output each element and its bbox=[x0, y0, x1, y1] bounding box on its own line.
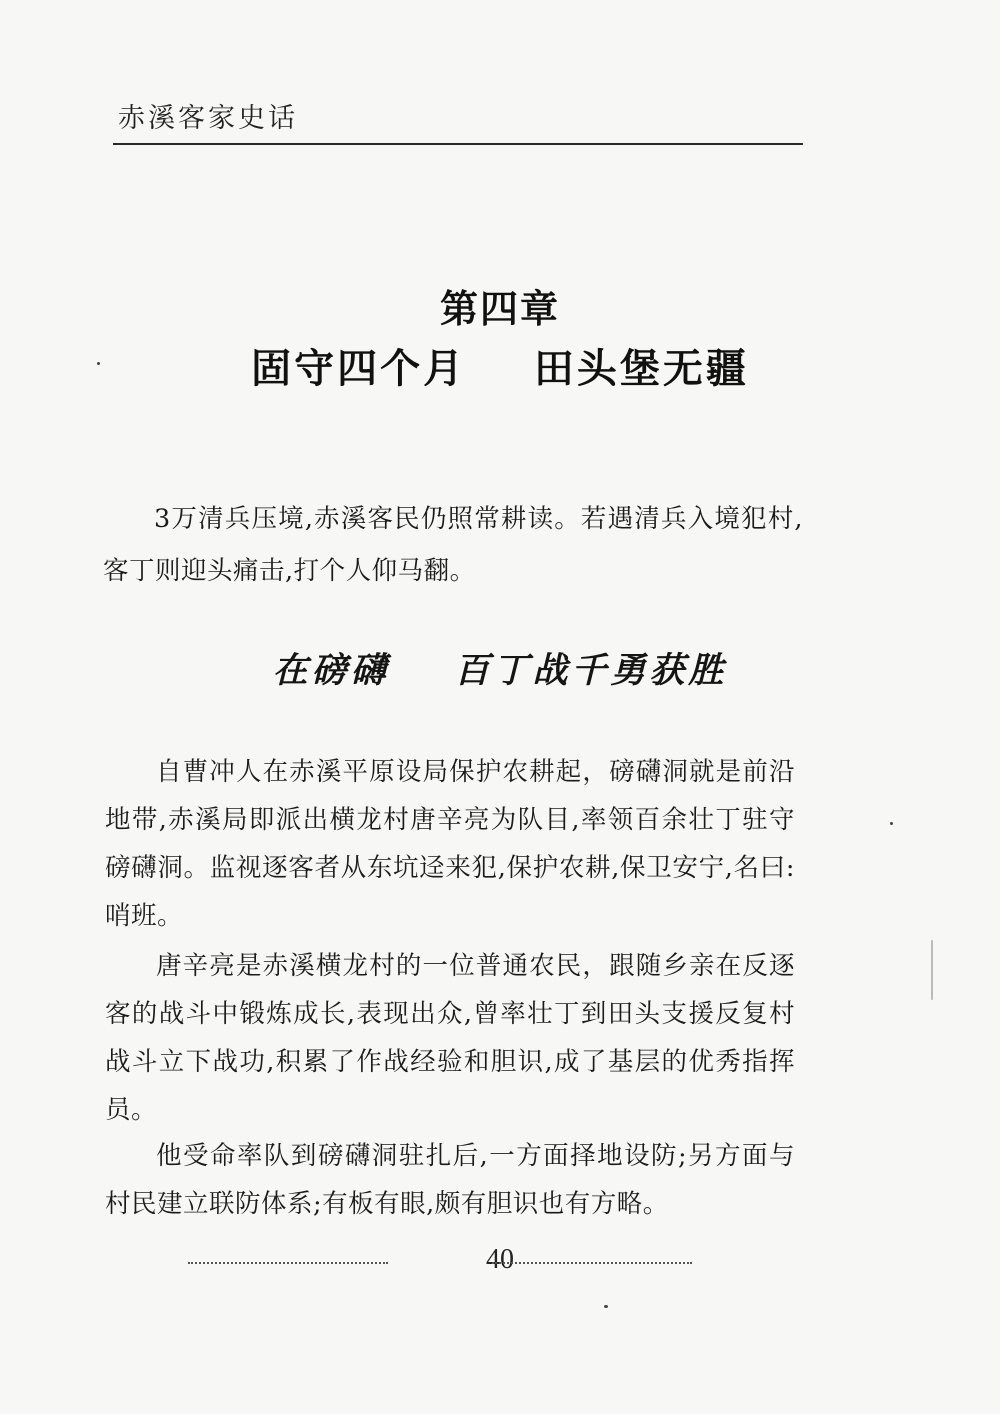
chapter-number: 第四章 bbox=[439, 287, 560, 331]
scan-speck bbox=[890, 822, 893, 825]
body-paragraph: 他受命率队到磅礴洞驻扎后,一方面择地设防;另方面与村民建立联防体系;有板有眼,颇有胆识也有方略。 bbox=[105, 1141, 795, 1219]
scan-speck bbox=[931, 940, 933, 1000]
body-paragraph: 自曹冲人在赤溪平原设局保护农耕起，磅礴洞就是前沿地带,赤溪局即派出横龙村唐辛亮为队目,率领百余壮丁驻守磅礴洞。监视逐客者从东坑迳来犯,保护农耕,保卫安宁,名曰:哨班。 bbox=[105, 757, 795, 931]
scan-speck bbox=[97, 362, 100, 365]
chapter-title: 固守四个月 田头堡无疆 bbox=[251, 346, 749, 392]
page-number: 40 bbox=[486, 1244, 514, 1275]
header-rule bbox=[113, 143, 803, 145]
section-heading: 在磅礴 百丁战千勇获胜 bbox=[272, 650, 728, 691]
body-paragraph: 唐辛亮是赤溪横龙村的一位普通农民，跟随乡亲在反逐客的战斗中锻炼成长,表现出众,曾率壮丁到田头支援反复村战斗立下战功,积累了作战经验和胆识,成了基层的优秀指挥员。 bbox=[105, 951, 795, 1125]
running-header-book-title: 赤溪客家史话 bbox=[118, 103, 298, 134]
intro-paragraph: 3万清兵压境,赤溪客民仍照常耕读。若遇清兵入境犯村,客丁则迎头痛击,打个人仰马翻。 bbox=[103, 504, 803, 586]
scan-speck bbox=[604, 1305, 608, 1308]
footer-rule-right bbox=[492, 1262, 692, 1264]
